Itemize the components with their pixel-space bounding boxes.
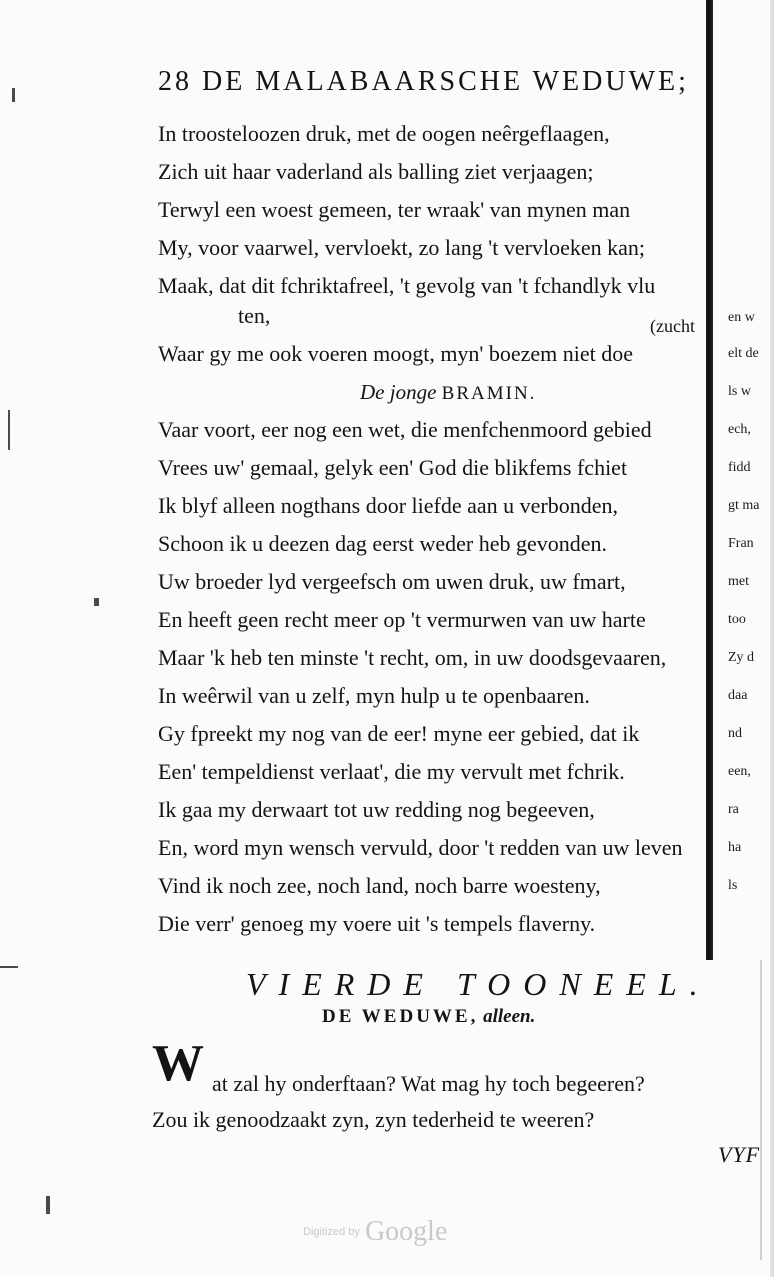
speaker-epithet: De jonge bbox=[360, 380, 437, 404]
scene-cast-note: alleen. bbox=[483, 1006, 536, 1027]
page-fold-shadow bbox=[706, 0, 713, 960]
adjacent-page-fragment: ech, bbox=[728, 422, 751, 437]
verse-line-continuation: ten, bbox=[238, 303, 271, 328]
verse-line: at zal hy onderftaan? Wat mag hy toch begeeren? bbox=[212, 1071, 645, 1096]
drop-cap: W bbox=[152, 1035, 204, 1092]
verse-line: In troosteloozen druk, met de oogen neêrgeflaagen, bbox=[158, 121, 610, 146]
catchword: VYF bbox=[718, 1142, 761, 1167]
running-header: 28 DE MALABAARSCHE WEDUWE; bbox=[158, 66, 689, 97]
verse-line: Schoon ik u deezen dag eerst weder heb gevonden. bbox=[158, 531, 608, 556]
digitized-watermark bbox=[303, 1216, 447, 1248]
verse-line: In weêrwil van u zelf, myn hulp u te openbaaren. bbox=[158, 683, 590, 708]
margin-speck bbox=[94, 598, 99, 606]
verse-line: Ik gaa my derwaart tot uw redding nog begeeven, bbox=[158, 797, 595, 822]
adjacent-page-fragment: met bbox=[728, 574, 749, 589]
verse-line: Die verr' genoeg my voere uit 's tempels flaverny. bbox=[158, 911, 596, 936]
adjacent-page-fragment: ls bbox=[728, 878, 738, 893]
verse-line: Vind ik noch zee, noch land, noch barre woesteny, bbox=[158, 873, 601, 898]
adjacent-page-fragment: ls w bbox=[728, 384, 751, 399]
google-logo: Google bbox=[364, 1216, 448, 1247]
margin-speck bbox=[0, 966, 18, 968]
verse-line: Ik blyf alleen nogthans door liefde aan u verbonden, bbox=[158, 493, 619, 518]
verse-line: Maak, dat dit fchriktafreel, 't gevolg van 't fchandlyk vlu bbox=[158, 273, 656, 298]
verse-line: Maar 'k heb ten minste 't recht, om, in uw doodsgevaaren, bbox=[158, 645, 667, 670]
adjacent-page-fragment: Fran bbox=[728, 536, 754, 551]
adjacent-page-fragment: daa bbox=[728, 688, 748, 703]
margin-speck bbox=[46, 1196, 50, 1214]
margin-speck bbox=[12, 88, 15, 102]
scene-cast bbox=[322, 1006, 535, 1028]
adjacent-page-fragment: too bbox=[728, 612, 746, 627]
adjacent-page-fragment: Zy d bbox=[728, 650, 755, 665]
adjacent-page-fragment: ha bbox=[728, 840, 742, 855]
adjacent-page-fragment: gt ma bbox=[728, 498, 760, 513]
scene-title: VIERDE TOONEEL. bbox=[246, 966, 711, 1002]
verse-line: Zou ik genoodzaakt zyn, zyn tederheid te weeren? bbox=[152, 1107, 595, 1132]
page-fold-faint bbox=[760, 960, 762, 1260]
verse-line: Een' tempeldienst verlaat', die my vervult met fchrik. bbox=[158, 759, 625, 784]
digitized-label: Digitized by bbox=[303, 1226, 360, 1238]
page-edge bbox=[770, 0, 774, 1277]
verse-line: Gy fpreekt my nog van de eer! myne eer gebied, dat ik bbox=[158, 721, 640, 746]
speaker-name: BRAMIN. bbox=[441, 383, 537, 404]
stage-direction: (zucht bbox=[650, 316, 695, 336]
margin-speck bbox=[8, 410, 10, 450]
speaker-heading bbox=[360, 380, 536, 405]
adjacent-page-fragment: nd bbox=[728, 726, 742, 741]
verse-line: Vaar voort, eer nog een wet, die menfchenmoord gebied bbox=[158, 417, 652, 442]
adjacent-page-fragment: een, bbox=[728, 764, 751, 779]
verse-line: Zich uit haar vaderland als balling ziet verjaagen; bbox=[158, 159, 594, 184]
verse-line: En heeft geen recht meer op 't vermurwen van uw harte bbox=[158, 607, 646, 632]
adjacent-page-fragment: fidd bbox=[728, 460, 751, 475]
verse-line: Waar gy me ook voeren moogt, myn' boezem niet doe bbox=[158, 341, 634, 366]
adjacent-page-fragment: ra bbox=[728, 802, 739, 817]
verse-line: En, word myn wensch vervuld, door 't redden van uw leven bbox=[158, 835, 683, 860]
scene-cast-name: DE WEDUWE, bbox=[322, 1006, 479, 1027]
verse-line: Uw broeder lyd vergeefsch om uwen druk, uw fmart, bbox=[158, 569, 626, 594]
verse-line: Terwyl een woest gemeen, ter wraak' van mynen man bbox=[158, 197, 631, 222]
verse-line: Vrees uw' gemaal, gelyk een' God die blikfems fchiet bbox=[158, 455, 628, 480]
adjacent-page-fragment: elt de bbox=[728, 346, 759, 361]
verse-line: My, voor vaarwel, vervloekt, zo lang 't vervloeken kan; bbox=[158, 235, 645, 260]
adjacent-page-fragment: en w bbox=[728, 310, 755, 325]
